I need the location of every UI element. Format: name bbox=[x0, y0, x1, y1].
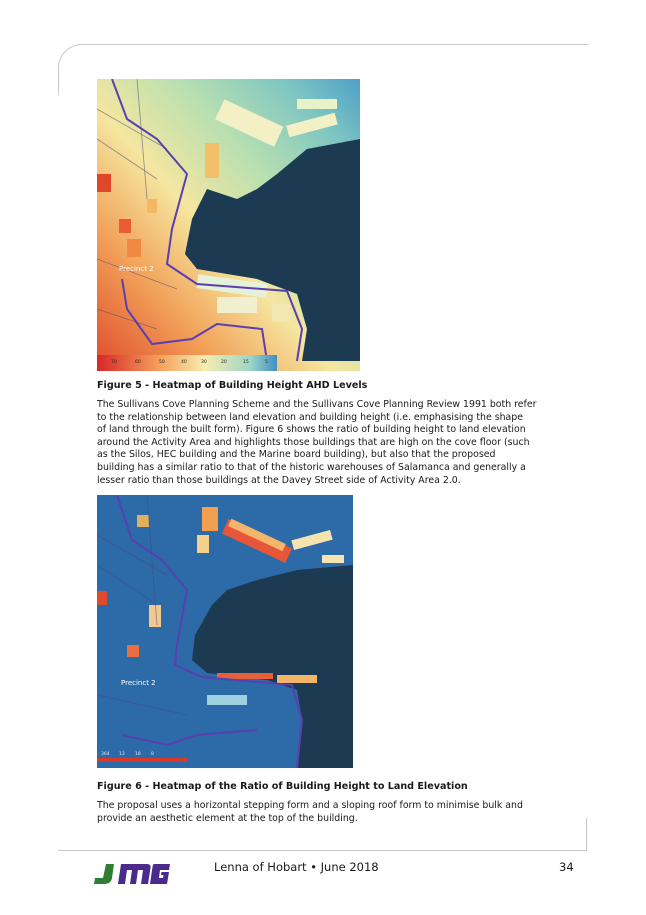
precinct-label: Precinct 2 bbox=[119, 265, 154, 273]
text-line: provide an aesthetic element at the top of the building. bbox=[97, 812, 358, 824]
precinct-label: Precinct 2 bbox=[121, 679, 156, 687]
scale-tick: 60 bbox=[135, 360, 141, 365]
scale-tick: 30 bbox=[201, 360, 207, 365]
building bbox=[322, 555, 344, 563]
footer-title: Lenna of Hobart • June 2018 bbox=[214, 860, 379, 874]
building bbox=[272, 304, 290, 322]
scale-tick: 40 bbox=[181, 360, 187, 365]
scale-tick: 18 bbox=[135, 752, 141, 757]
building bbox=[127, 239, 141, 257]
figure-6-heatmap bbox=[97, 495, 353, 768]
building bbox=[97, 591, 107, 605]
scale-tick: 364 bbox=[101, 752, 110, 757]
text-line: of land through the built form). Figure 6 shows the ratio of building height to land elevation bbox=[97, 424, 526, 436]
legend-bar bbox=[97, 758, 187, 762]
building bbox=[127, 645, 139, 657]
figure-6-caption: Figure 6 - Heatmap of the Ratio of Building Height to Land Elevation bbox=[97, 781, 468, 792]
body-paragraph-1 bbox=[97, 399, 557, 487]
text-line: lesser ratio than those buildings at the Davey Street side of Activity Area 2.0. bbox=[97, 474, 461, 486]
building bbox=[202, 507, 218, 531]
text-line: around the Activity Area and highlights those buildings that are high on the cove floor (such bbox=[97, 436, 530, 448]
text-line: to the relationship between land elevation and building height (i.e. emphasising the shape bbox=[97, 411, 523, 423]
figure-5-caption: Figure 5 - Heatmap of Building Height AHD Levels bbox=[97, 380, 368, 391]
scale-tick: 5 bbox=[265, 360, 268, 365]
building bbox=[97, 174, 111, 192]
jmg-logo bbox=[92, 862, 170, 886]
building bbox=[217, 297, 257, 313]
building bbox=[277, 675, 317, 683]
building bbox=[147, 199, 157, 213]
scale-tick: 20 bbox=[221, 360, 227, 365]
body-paragraph-2 bbox=[97, 800, 557, 825]
text-line: as the Silos, HEC building and the Marine board building), but also that the proposed bbox=[97, 449, 496, 461]
scale-tick: 13 bbox=[119, 752, 125, 757]
scale-tick: 8 bbox=[151, 752, 154, 757]
scale-tick: 50 bbox=[159, 360, 165, 365]
building bbox=[205, 143, 219, 178]
building bbox=[137, 515, 149, 527]
building bbox=[297, 99, 337, 109]
building bbox=[119, 219, 131, 233]
figure-5-heatmap bbox=[97, 79, 360, 371]
page-number: 34 bbox=[559, 860, 574, 874]
text-line: The proposal uses a horizontal stepping form and a sloping roof form to minimise bulk and bbox=[97, 800, 523, 811]
text-line: building has a similar ratio to that of the historic warehouses of Salamanca and generally a bbox=[97, 461, 526, 473]
text-line: The Sullivans Cove Planning Scheme and the Sullivans Cove Planning Review 1991 both refer bbox=[97, 399, 537, 410]
building bbox=[197, 535, 209, 553]
scale-tick: 70 bbox=[111, 360, 117, 365]
legend-bar bbox=[97, 355, 277, 371]
building bbox=[207, 695, 247, 705]
scale-tick: 15 bbox=[243, 360, 249, 365]
building bbox=[149, 605, 161, 627]
